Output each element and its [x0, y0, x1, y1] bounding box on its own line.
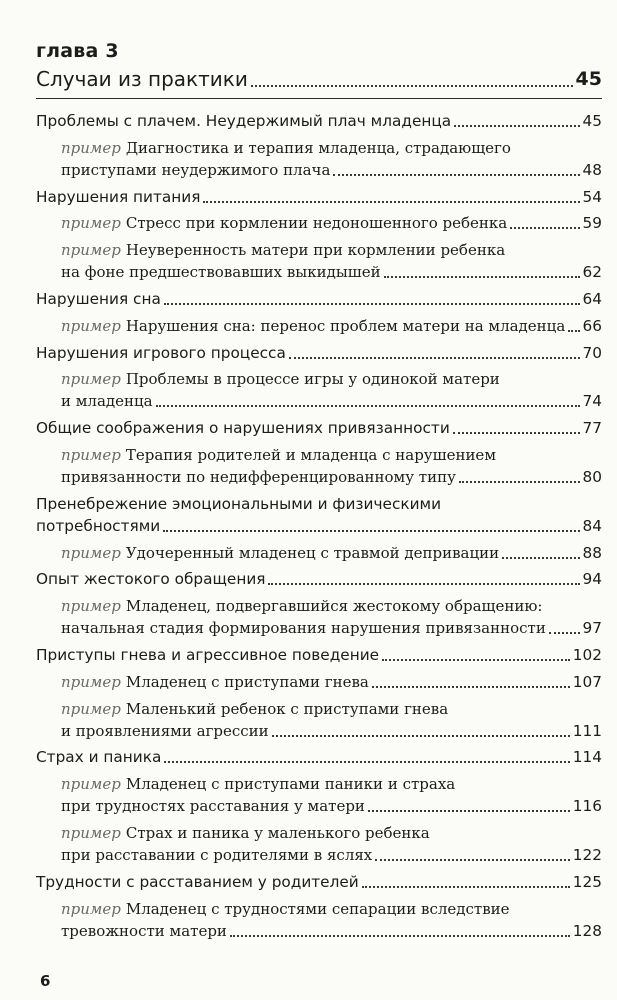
toc-entry-title: Страх и паника: [36, 748, 162, 767]
example-label: пример: [61, 214, 121, 233]
toc-page-number: 122: [572, 846, 602, 864]
toc-entry-line: [61, 920, 602, 942]
toc-page-number: 74: [582, 392, 602, 411]
dot-leader: [156, 405, 580, 407]
toc-entry-title: привязанности по недифференцированному типу: [61, 468, 456, 486]
toc-entry-title: при трудностях расставания у матери: [61, 797, 365, 816]
toc-entry-title: Нарушения питания: [36, 187, 201, 206]
toc-entry-title: при расставании с родителями в яслях: [61, 846, 373, 864]
toc-example-entry[interactable]: [61, 595, 602, 639]
toc-entry-line: [36, 110, 602, 132]
toc-entry-title: Неуверенность матери при кормлении ребенка: [125, 241, 506, 260]
toc-page-number: 54: [582, 187, 602, 206]
toc-example-entry[interactable]: [61, 239, 602, 283]
chapter-page-number: 45: [575, 68, 602, 90]
toc-entry-line: [61, 720, 602, 742]
dot-leader: [362, 886, 570, 888]
example-label: пример: [61, 899, 121, 918]
toc-page-number: 114: [572, 748, 602, 767]
toc-example-entry[interactable]: [61, 542, 602, 564]
toc-entry-title: Маленький ребенок с приступами гнева: [125, 699, 449, 718]
toc-entry-title: Младенец с трудностями сепарации вследствие: [125, 899, 510, 918]
toc-entry-line: [61, 466, 602, 488]
toc-entry-title: потребностями: [36, 516, 161, 535]
toc-page-number: 80: [582, 468, 602, 486]
dot-leader: [549, 632, 580, 634]
toc-entry-title: Общие соображения о нарушениях привязанности: [36, 419, 450, 438]
example-label: пример: [61, 138, 121, 157]
toc-page-number: 62: [582, 263, 602, 282]
dot-leader: [333, 174, 579, 176]
toc-entry-line: [61, 261, 602, 283]
toc-entry-line: [61, 239, 602, 261]
toc-entry-line: [36, 746, 602, 768]
dot-leader: [453, 432, 580, 434]
toc-example-entry[interactable]: [61, 822, 602, 866]
toc-entry-line: [61, 773, 602, 795]
dot-leader: [163, 530, 579, 532]
toc-section-entry[interactable]: [36, 746, 602, 768]
toc-entry-line: [61, 671, 602, 693]
example-label: пример: [61, 241, 121, 260]
toc-example-entry[interactable]: [61, 315, 602, 337]
toc-section-entry[interactable]: [36, 417, 602, 439]
toc-entry-line: [36, 186, 602, 208]
toc-entry-title: на фоне предшествовавших выкидышей: [61, 263, 381, 282]
example-label: пример: [61, 316, 121, 335]
dot-leader: [502, 557, 579, 559]
dot-leader: [203, 201, 579, 203]
toc-entry-line: [36, 871, 602, 893]
toc-entry-title: начальная стадия формирования нарушения привязанности: [61, 619, 546, 638]
toc-entry-title: Стресс при кормлении недоношенного ребенка: [125, 214, 508, 233]
toc-section-entry[interactable]: [36, 342, 602, 364]
toc-section-entry[interactable]: [36, 568, 602, 590]
toc-entry-line: [61, 390, 602, 412]
toc-page-number: 116: [572, 797, 602, 816]
page-folio: 6: [40, 972, 51, 990]
dot-leader: [454, 125, 579, 127]
toc-page-number: 59: [582, 214, 602, 233]
toc-page-number: 45: [582, 112, 602, 130]
toc-entry-line: [61, 595, 602, 617]
toc-section-entry[interactable]: [36, 871, 602, 893]
toc-example-entry[interactable]: [61, 137, 602, 181]
example-label: пример: [61, 543, 121, 562]
toc-entry-title: Младенец, подвергавшийся жестокому обращению:: [125, 597, 543, 616]
example-label: пример: [61, 370, 121, 389]
toc-entry-line: [61, 368, 602, 390]
toc-entry-line: [61, 542, 602, 564]
toc-section-entry[interactable]: [36, 644, 602, 666]
toc-entry-line: [61, 137, 602, 159]
toc-page-number: 102: [572, 646, 602, 664]
toc-example-entry[interactable]: [61, 368, 602, 412]
toc-page-number: 70: [582, 343, 602, 362]
toc-section-entry[interactable]: [36, 186, 602, 208]
toc-example-entry[interactable]: [61, 698, 602, 742]
toc-entry-title: Диагностика и терапия младенца, страдающего: [125, 138, 511, 157]
toc-example-entry[interactable]: [61, 212, 602, 234]
chapter-title: Случаи из практики: [36, 67, 248, 91]
toc-entry-line: [36, 644, 602, 666]
dot-leader: [272, 735, 570, 737]
chapter-divider: [36, 98, 602, 99]
dot-leader: [568, 330, 579, 332]
toc-entry-title: Опыт жестокого обращения: [36, 570, 266, 589]
toc-page-number: 107: [572, 672, 602, 691]
dot-leader: [164, 303, 580, 305]
toc-entry-title: Приступы гнева и агрессивное поведение: [36, 646, 380, 664]
toc-page-number: 111: [572, 721, 602, 740]
toc-entry-line: [61, 315, 602, 337]
example-label: пример: [61, 775, 121, 794]
toc-entry-line: [61, 795, 602, 817]
example-label: пример: [61, 672, 121, 691]
toc-entry-title: Младенец с приступами гнева: [125, 672, 369, 691]
toc-entry-line: [61, 212, 602, 234]
toc-page-number: 94: [582, 570, 602, 589]
toc-entry-title: Нарушения игрового процесса: [36, 343, 286, 362]
toc-entry-title: и проявлениями агрессии: [61, 721, 269, 740]
example-label: пример: [61, 824, 121, 842]
toc-page-number: 77: [582, 419, 602, 438]
dot-leader: [372, 686, 570, 688]
dot-leader: [289, 357, 580, 359]
toc-entry-line: [61, 444, 602, 466]
example-label: пример: [61, 699, 121, 718]
toc-page-number: 88: [582, 543, 602, 562]
example-label: пример: [61, 446, 121, 464]
dot-leader: [375, 859, 570, 861]
chapter-title-row[interactable]: [36, 66, 602, 92]
toc-entry-title: Удочеренный младенец с травмой депривации: [125, 543, 500, 562]
toc-entry-line: [61, 617, 602, 639]
toc-entry-title: Младенец с приступами паники и страха: [125, 775, 456, 794]
toc-entry-line: [61, 159, 602, 181]
toc-entry-title: Проблемы в процессе игры у одинокой матери: [125, 370, 500, 389]
toc-entry-title: Страх и паника у маленького ребенка: [125, 824, 430, 842]
toc-entry-line: [36, 493, 602, 515]
example-label: пример: [61, 597, 121, 616]
toc-entry-title: Нарушения сна: [36, 290, 161, 308]
toc-section-entry[interactable]: [36, 288, 602, 310]
toc-entry-line: [36, 568, 602, 590]
toc-section-entry[interactable]: [36, 493, 602, 537]
toc-page-number: 125: [572, 872, 602, 891]
dot-leader: [384, 276, 580, 278]
toc-entry-title: Нарушения сна: перенос проблем матери на младенца: [125, 316, 566, 335]
dot-leader: [251, 85, 573, 87]
dot-leader: [164, 761, 569, 763]
dot-leader: [510, 227, 579, 229]
toc-entry-title: и младенца: [61, 392, 153, 411]
toc-example-entry[interactable]: [61, 671, 602, 693]
toc-page-number: 84: [582, 516, 602, 535]
dot-leader: [230, 935, 570, 937]
toc-example-entry[interactable]: [61, 773, 602, 817]
dot-leader: [459, 481, 580, 483]
toc-example-entry[interactable]: [61, 898, 602, 942]
toc-page-number: 128: [572, 921, 602, 940]
toc-page-number: 97: [582, 619, 602, 638]
toc-entry-title: Терапия родителей и младенца с нарушением: [125, 446, 496, 464]
toc-entry-title: тревожности матери: [61, 921, 227, 940]
toc-entry-line: [36, 515, 602, 537]
dot-leader: [368, 810, 570, 812]
toc-entry-line: [36, 288, 602, 310]
toc-entry-line: [61, 898, 602, 920]
dot-leader: [382, 659, 570, 661]
toc-page-number: 66: [582, 316, 602, 335]
toc-section-entry[interactable]: [36, 110, 602, 132]
toc-entry-title: Трудности с расставанием у родителей: [36, 872, 359, 891]
toc-page-number: 48: [582, 160, 602, 179]
toc-page-number: 64: [582, 290, 602, 308]
toc-entry-title: Пренебрежение эмоциональными и физическими: [36, 494, 442, 513]
toc-entry-line: [61, 844, 602, 866]
toc-entry-title: приступами неудержимого плача: [61, 160, 331, 179]
dot-leader: [268, 583, 579, 585]
chapter-label: глава 3: [36, 40, 119, 62]
toc-example-entry[interactable]: [61, 444, 602, 488]
toc-entry-line: [61, 698, 602, 720]
toc-entry-line: [36, 342, 602, 364]
toc-entry-line: [36, 417, 602, 439]
toc-entry-title: Проблемы с плачем. Неудержимый плач младенца: [36, 112, 452, 130]
toc-entry-line: [61, 822, 602, 844]
